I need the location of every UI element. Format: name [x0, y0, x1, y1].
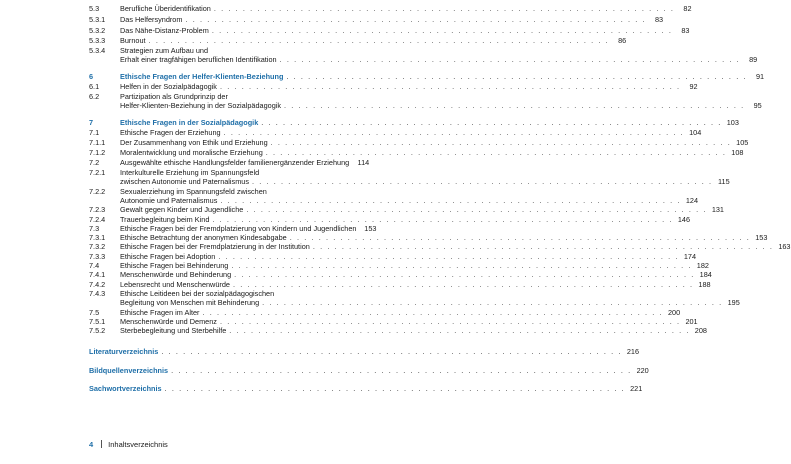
toc-entry-title: Sterbebegleitung und Sterbehilfe: [120, 326, 227, 335]
dot-leader: . . . . . . . . . . . . . . . . . . . . . . . . . . . . . . . . . . . . . . . . . . . . . . . . . . . . . . . . . . . . . . . .: [161, 347, 623, 356]
toc-entry-title: Berufliche Überidentifikation: [120, 4, 211, 13]
toc-entry-number: 5.3.4: [89, 46, 106, 55]
dot-leader: . . . . . . . . . . . . . . . . . . . . . . . . . . . . . . . . . . . . . . . . . . . . . . . . . . . . . . . . . . . . . . . .: [218, 252, 680, 261]
toc-entry-page: 89: [749, 55, 758, 64]
toc-entry-title: Burnout: [120, 36, 146, 45]
dot-leader: . . . . . . . . . . . . . . . . . . . . . . . . . . . . . . . . . . . . . . . . . . . . . . . . . . . . . . . . . . . . . . . .: [211, 26, 673, 35]
toc-entry: [89, 280, 711, 289]
toc-entry-page: 95: [753, 101, 762, 110]
toc-entry: [89, 92, 359, 101]
toc-entry-title: Sexualerziehung im Spannungsfeld zwischen: [120, 187, 267, 196]
toc-entry-page: 83: [681, 26, 690, 35]
toc-entry: [89, 289, 359, 298]
toc-entry: [89, 82, 698, 91]
toc-entry-number: 7.2.3: [89, 205, 106, 214]
toc-entry-number: 5.3.3: [89, 36, 106, 45]
toc-entry: [89, 148, 744, 157]
toc-entry-page: 195: [727, 298, 740, 307]
toc-entry-page: 200: [667, 308, 681, 317]
toc-entry-title: Partizipation als Grundprinzip der: [120, 92, 228, 101]
toc-entry-title: Sachwortverzeichnis: [89, 384, 162, 393]
toc-entry-title: Ethische Fragen im Alter: [120, 308, 200, 317]
toc-entry-title: Ethische Fragen der Erziehung: [120, 128, 221, 137]
dot-leader: . . . . . . . . . . . . . . . . . . . . . . . . . . . . . . . . . . . . . . . . . . . . . . . . . . . . . . . . . . . . . . . .: [279, 55, 741, 64]
toc-entry-title: Strategien zum Aufbau und: [120, 46, 209, 55]
toc-entry: [89, 118, 739, 127]
toc-entry-number: 7.2.4: [89, 215, 106, 224]
toc-entry: [89, 366, 649, 375]
toc-entry-title: Ethische Fragen in der Sozialpädagogik: [120, 118, 259, 127]
toc-entry-page: 108: [731, 148, 744, 157]
toc-entry-number: 7.5.2: [89, 326, 106, 335]
toc-entry: [89, 196, 699, 205]
toc-entry-page: 83: [655, 15, 664, 24]
toc-entry: [89, 168, 359, 177]
toc-entry-page: 184: [699, 270, 712, 279]
dot-leader: . . . . . . . . . . . . . . . . . . . . . . . . . . . . . . . . . . . . . . . . . . . . . . . . . . . . . . . . . . . . . . . .: [220, 196, 682, 205]
toc-entry-page: 92: [689, 82, 698, 91]
toc-entry-page: 201: [685, 317, 698, 326]
toc-entry-page: 104: [689, 128, 702, 137]
dot-leader: . . . . . . . . . . . . . . . . . . . . . . . . . . . . . . . . . . . . . . . . . . . . . . . . . . . . . . . . . . . . . . . .: [234, 270, 695, 279]
dot-leader: . . . . . . . . . . . . . . . . . . . . . . . . . . . . . . . . . . . . . . . . . . . . . . . . . . . . . . . . . . . . . . . .: [265, 148, 727, 157]
toc-entry-page: 103: [726, 118, 739, 127]
toc-entry-title: Moralentwicklung und moralische Erziehung: [120, 148, 263, 157]
toc-entry: [89, 326, 707, 335]
toc-entry-title: Ethische Fragen bei Behinderung: [120, 261, 229, 270]
toc-entry: [89, 270, 712, 279]
toc-entry-title: Begleitung von Menschen mit Behinderung: [120, 298, 260, 307]
toc-entry: [89, 317, 698, 326]
toc-entry: [89, 177, 730, 186]
dot-leader: . . . . . . . . . . . . . . . . . . . . . . . . . . . . . . . . . . . . . . . . . . . . . . . . . . . . . . . . . . . . . . . .: [261, 118, 722, 127]
toc-entry-page: 220: [636, 366, 649, 375]
toc-entry-title: Ethische Betrachtung der anonymen Kindesabgabe: [120, 233, 287, 242]
toc-entry-number: 7.3.3: [89, 252, 106, 261]
toc-entry-number: 5.3: [89, 4, 100, 13]
toc-entry: [89, 101, 762, 110]
toc-entry-number: 5.3.1: [89, 15, 106, 24]
toc-entry-number: 7.1.1: [89, 138, 106, 147]
toc-entry-page: 182: [696, 261, 709, 270]
toc-entry-number: 7.4: [89, 261, 100, 270]
toc-entry-page: 105: [736, 138, 749, 147]
toc-entry-page: 131: [711, 205, 724, 214]
toc-entry-number: 7: [89, 118, 94, 127]
footer-separator: [101, 440, 102, 448]
toc-entry-number: 7.5.1: [89, 317, 106, 326]
dot-leader: . . . . . . . . . . . . . . . . . . . . . . . . . . . . . . . . . . . . . . . . . . . . . . . . . . . . . . . . . . . . . . . .: [232, 280, 694, 289]
toc-entry-page: 221: [630, 384, 643, 393]
toc-entry-title: Ethische Leitideen bei der sozialpädagogischen: [120, 289, 275, 298]
toc-entry: [89, 187, 359, 196]
toc-entry-title: Trauerbegleitung beim Kind: [120, 215, 210, 224]
dot-leader: . . . . . . . . . . . . . . . . . . . . . . . . . . . . . . . . . . . . . . . . . . . . . . . . . . . . . . . . . . . . . . . .: [251, 177, 713, 186]
toc-entry-number: 7.5: [89, 308, 100, 317]
toc-entry-page: 163: [778, 242, 791, 251]
dot-leader: . . . . . . . . . . . . . . . . . . . . . . . . . . . . . . . . . . . . . . . . . . . . . . . . . . . . . . . . . . . . . . . .: [231, 261, 692, 270]
toc-entry-page: 114: [357, 158, 370, 167]
dot-leader: . . . . . . . . . . . . . . . . . . . . . . . . . . . . . . . . . . . . . . . . . . . . . . . . . . . . . . . . . . . . . . . .: [213, 4, 675, 13]
toc-entry: [89, 261, 709, 270]
toc-entry-title: Helfer-Klienten-Beziehung in der Sozialpädagogik: [120, 101, 282, 110]
toc-entry-number: 6: [89, 72, 94, 81]
toc-entry-title: Interkulturelle Erziehung im Spannungsfeld: [120, 168, 260, 177]
toc-entry-title: Ethische Fragen der Helfer-Klienten-Beziehung: [120, 72, 284, 81]
toc-entry-page: 174: [683, 252, 697, 261]
toc-entry: [89, 252, 697, 261]
toc-entry-number: 6.1: [89, 82, 100, 91]
toc-entry-title: Menschenwürde und Behinderung: [120, 270, 232, 279]
toc-entry-page: 208: [694, 326, 707, 335]
toc-entry-number: 7.1: [89, 128, 100, 137]
toc-entry-title: Lebensrecht und Menschenwürde: [120, 280, 230, 289]
dot-leader: . . . . . . . . . . . . . . . . . . . . . . . . . . . . . . . . . . . . . . . . . . . . . . . . . . . . . . . . . . . . . . . .: [289, 233, 751, 242]
toc-entry-page: 115: [718, 177, 730, 186]
toc-entry: [89, 55, 758, 64]
toc-entry-title: Gewalt gegen Kinder und Jugendliche: [120, 205, 244, 214]
toc-entry-title: Helfen in der Sozialpädagogik: [120, 82, 217, 91]
toc-entry-number: 7.2: [89, 158, 100, 167]
dot-leader: . . . . . . . . . . . . . . . . . . . . . . . . . . . . . . . . . . . . . . . . . . . . . . . . . . . . . . . . . . . . . . . .: [262, 298, 723, 307]
toc-entry: [89, 36, 627, 45]
dot-leader: . . . . . . . . . . . . . . . . . . . . . . . . . . . . . . . . . . . . . . . . . . . . . . . . . . . . . . . . . . . . . . . .: [212, 215, 674, 224]
toc-entry-title: Ethische Fragen bei der Fremdplatzierung in der Institution: [120, 242, 310, 251]
toc-entry-title: Ethische Fragen bei der Fremdplatzierung von Kindern und Jugendlichen: [120, 224, 357, 233]
toc-entry-title: Das Nähe-Distanz-Problem: [120, 26, 209, 35]
toc-entry: [89, 224, 377, 233]
toc-entry: [89, 26, 690, 35]
toc-entry: [89, 46, 359, 55]
toc-entry-number: 7.3: [89, 224, 100, 233]
dot-leader: . . . . . . . . . . . . . . . . . . . . . . . . . . . . . . . . . . . . . . . . . . . . . . . . . . . . . . . . . . . . . . . .: [171, 366, 632, 375]
toc-entry-title: Menschenwürde und Demenz: [120, 317, 217, 326]
toc-entry-page: 82: [683, 4, 692, 13]
toc-entry: [89, 205, 724, 214]
toc-entry-title: Literaturverzeichnis: [89, 347, 159, 356]
toc-entry-page: 216: [626, 347, 640, 356]
dot-leader: . . . . . . . . . . . . . . . . . . . . . . . . . . . . . . . . . . . . . . . . . . . . . . . . . . . . . . . . . . . . . . . .: [270, 138, 732, 147]
toc-entry-title: zwischen Autonomie und Paternalismus: [120, 177, 249, 186]
toc-entry-page: 146: [677, 215, 691, 224]
toc-entry: [89, 15, 664, 24]
toc-entry-page: 86: [618, 36, 627, 45]
toc-entry-page: 153: [755, 233, 768, 242]
toc-entry: [89, 215, 691, 224]
toc-entry: [89, 308, 681, 317]
toc-entry-page: 124: [685, 196, 699, 205]
toc-entry-number: 7.4.2: [89, 280, 106, 289]
toc-entry-number: 7.1.2: [89, 148, 106, 157]
toc-entry-title: Der Zusammenhang von Ethik und Erziehung: [120, 138, 268, 147]
toc-entry-number: 7.2.1: [89, 168, 106, 177]
dot-leader: . . . . . . . . . . . . . . . . . . . . . . . . . . . . . . . . . . . . . . . . . . . . . . . . . . . . . . . . . . . . . . . .: [202, 308, 664, 317]
toc-entry: [89, 4, 692, 13]
toc-entry-number: 7.3.2: [89, 242, 106, 251]
toc-entry: [89, 72, 765, 81]
toc-entry-title: Autonomie und Paternalismus: [120, 196, 218, 205]
toc-entry: [89, 298, 740, 307]
dot-leader: . . . . . . . . . . . . . . . . . . . . . . . . . . . . . . . . . . . . . . . . . . . . . . . . . . . . . . . . . . . . . . . .: [219, 317, 681, 326]
toc-entry-number: 7.4.1: [89, 270, 106, 279]
dot-leader: . . . . . . . . . . . . . . . . . . . . . . . . . . . . . . . . . . . . . . . . . . . . . . . . . . . . . . . . . . . . . . . .: [229, 326, 690, 335]
toc-entry: [89, 384, 643, 393]
toc-entry-page: 153: [364, 224, 377, 233]
toc-entry-page: 91: [755, 72, 765, 81]
toc-entry-title: Bildquellenverzeichnis: [89, 366, 169, 375]
page-footer: [89, 440, 168, 449]
toc-entry-title: Ethische Fragen bei Adoption: [120, 252, 216, 261]
toc-entry-number: 5.3.2: [89, 26, 106, 35]
dot-leader: . . . . . . . . . . . . . . . . . . . . . . . . . . . . . . . . . . . . . . . . . . . . . . . . . . . . . . . . . . . . . . . .: [219, 82, 681, 91]
toc-entry-title: Ausgewählte ethische Handlungsfelder familienergänzender Erziehung: [120, 158, 350, 167]
page-number: 4: [89, 440, 94, 449]
toc-entry-number: 6.2: [89, 92, 100, 101]
dot-leader: . . . . . . . . . . . . . . . . . . . . . . . . . . . . . . . . . . . . . . . . . . . . . . . . . . . . . . . . . . . . . . . .: [286, 72, 748, 81]
dot-leader: . . . . . . . . . . . . . . . . . . . . . . . . . . . . . . . . . . . . . . . . . . . . . . . . . . . . . . . . . . . . . . . .: [284, 101, 745, 110]
toc-entry: [89, 233, 768, 242]
toc-entry-number: 7.4.3: [89, 289, 106, 298]
toc-entry: [89, 128, 702, 137]
toc-entry-number: 7.2.2: [89, 187, 106, 196]
toc-entry: [89, 347, 640, 356]
dot-leader: . . . . . . . . . . . . . . . . . . . . . . . . . . . . . . . . . . . . . . . . . . . . . . . . . . . . . . . . . . . . . . . .: [148, 36, 610, 45]
toc-entry: [89, 158, 370, 167]
dot-leader: . . . . . . . . . . . . . . . . . . . . . . . . . . . . . . . . . . . . . . . . . . . . . . . . . . . . . . . . . . . . . . . .: [312, 242, 774, 251]
running-title: Inhaltsverzeichnis: [108, 440, 168, 449]
toc-entry-title: Das Helfersyndrom: [120, 15, 183, 24]
dot-leader: . . . . . . . . . . . . . . . . . . . . . . . . . . . . . . . . . . . . . . . . . . . . . . . . . . . . . . . . . . . . . . . .: [246, 205, 707, 214]
dot-leader: . . . . . . . . . . . . . . . . . . . . . . . . . . . . . . . . . . . . . . . . . . . . . . . . . . . . . . . . . . . . . . . .: [185, 15, 647, 24]
toc-entry: [89, 138, 749, 147]
toc-entry-title: Erhalt einer tragfähigen beruflichen Identifikation: [120, 55, 277, 64]
dot-leader: . . . . . . . . . . . . . . . . . . . . . . . . . . . . . . . . . . . . . . . . . . . . . . . . . . . . . . . . . . . . . . . .: [223, 128, 685, 137]
toc-entry-number: 7.3.1: [89, 233, 106, 242]
toc-entry-page: 188: [698, 280, 711, 289]
toc-entry: [89, 242, 791, 251]
dot-leader: . . . . . . . . . . . . . . . . . . . . . . . . . . . . . . . . . . . . . . . . . . . . . . . . . . . . . . . . . . . . . . . .: [164, 384, 626, 393]
